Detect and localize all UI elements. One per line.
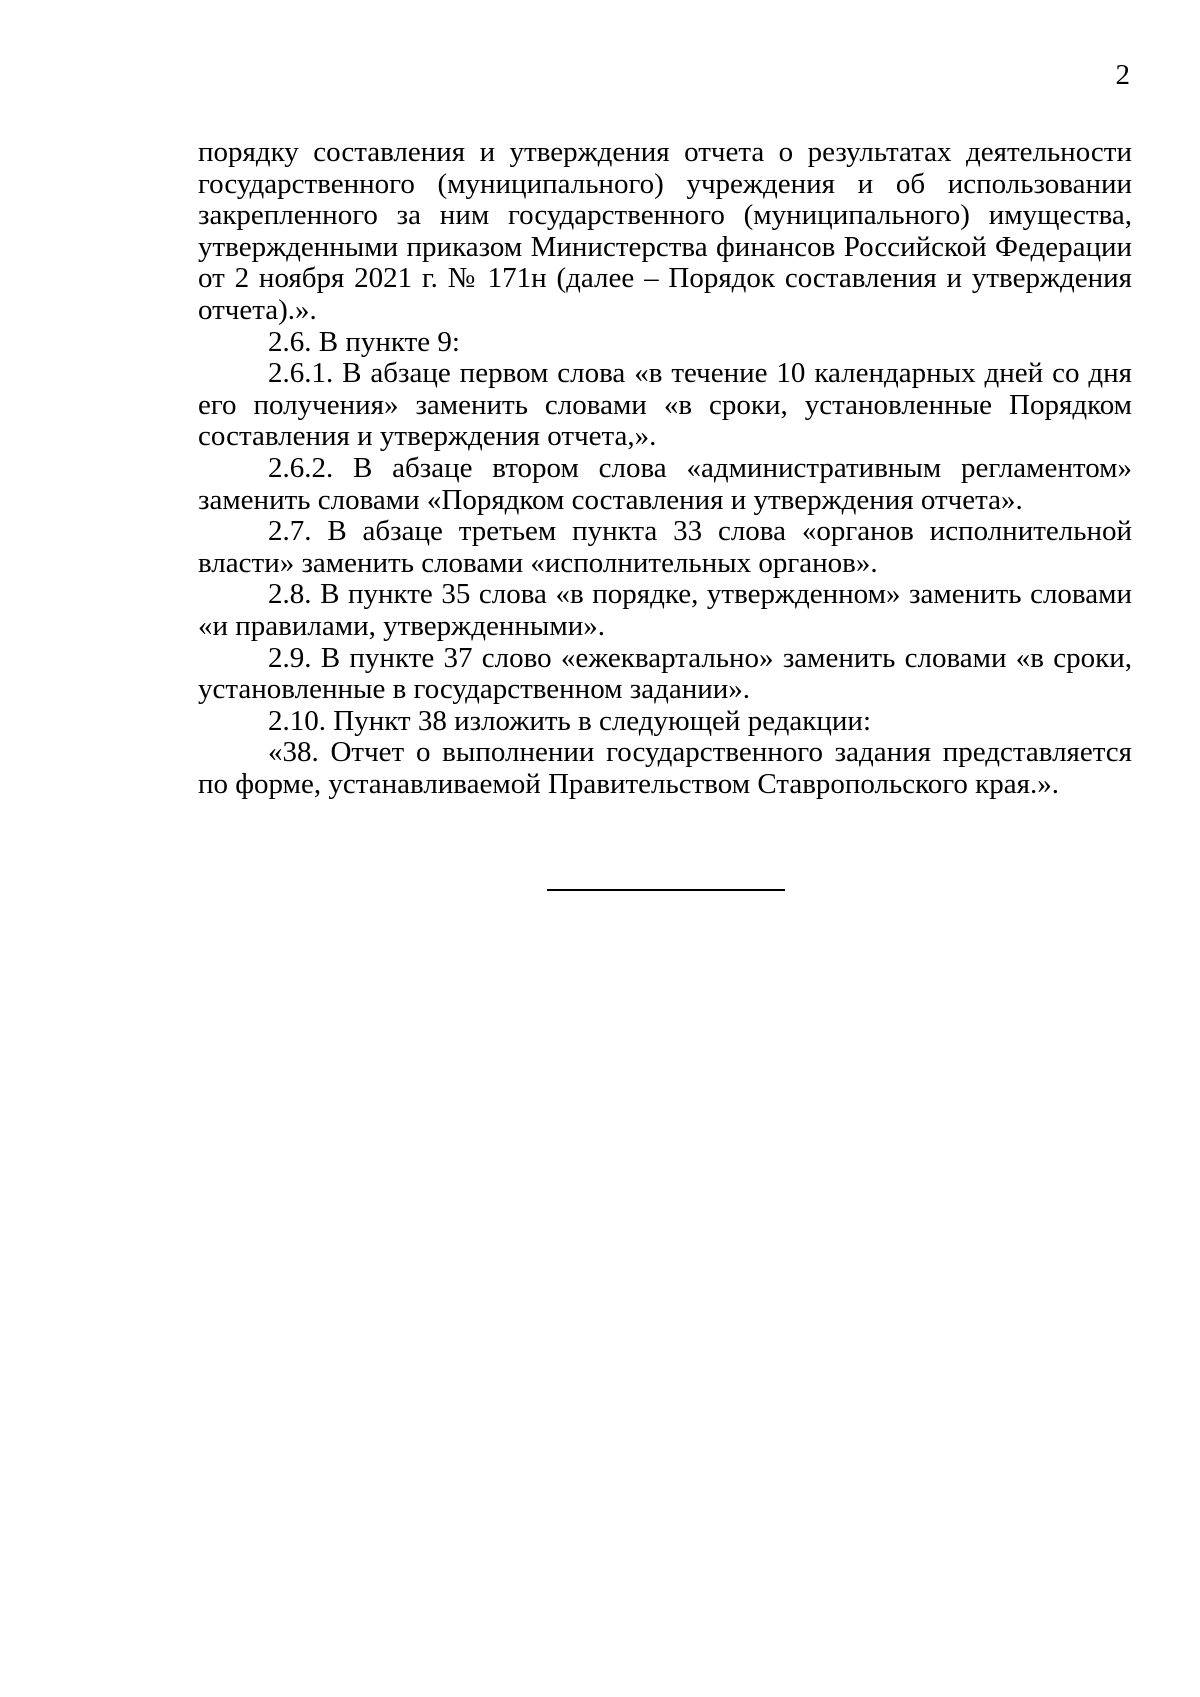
page-number: 2 [1115, 59, 1130, 91]
paragraph-continuation: порядку составления и утверждения отчета о результатах деятельности государственного (муниципального) учреждения и об использовании закрепленного за ним государственного (муниципального) имущества, утвержденными приказом Министерства финансов Российской Федерации от 2 ноября 2021 г. № 171н (далее – Порядок составления и утверждения отчета).». [198, 136, 1132, 326]
paragraph-2-8: 2.8. В пункте 35 слова «в порядке, утвержденном» заменить словами «и правилами, утвержденными». [198, 578, 1132, 642]
document-body [198, 137, 1132, 800]
paragraph-2-6: 2.6. В пункте 9: [268, 325, 460, 358]
paragraph-2-6-2: 2.6.2. В абзаце втором слова «административным регламентом» заменить словами «Порядком составления и утверждения отчета». [198, 451, 1132, 516]
end-of-document-rule [547, 889, 785, 891]
paragraph-2-9: 2.9. В пункте 37 слово «ежеквартально» заменить словами «в сроки, установленные в государственном задании». [198, 641, 1132, 706]
paragraph-2-7: 2.7. В абзаце третьем пункта 33 слова «органов исполнительной власти» заменить словами «исполнительных органов». [198, 515, 1132, 579]
paragraph-2-6-1: 2.6.1. В абзаце первом слова «в течение 10 календарных дней со дня его получения» заменить словами «в сроки, установленные Порядком составления и утверждения отчета,». [198, 357, 1132, 453]
paragraph-item-38-text: «38. Отчет о выполнении государственного задания представляется по форме, устанавливаемой Правительством Ставропольского края.». [198, 736, 1132, 800]
paragraph-2-10: 2.10. Пункт 38 изложить в следующей редакции: [268, 704, 872, 737]
